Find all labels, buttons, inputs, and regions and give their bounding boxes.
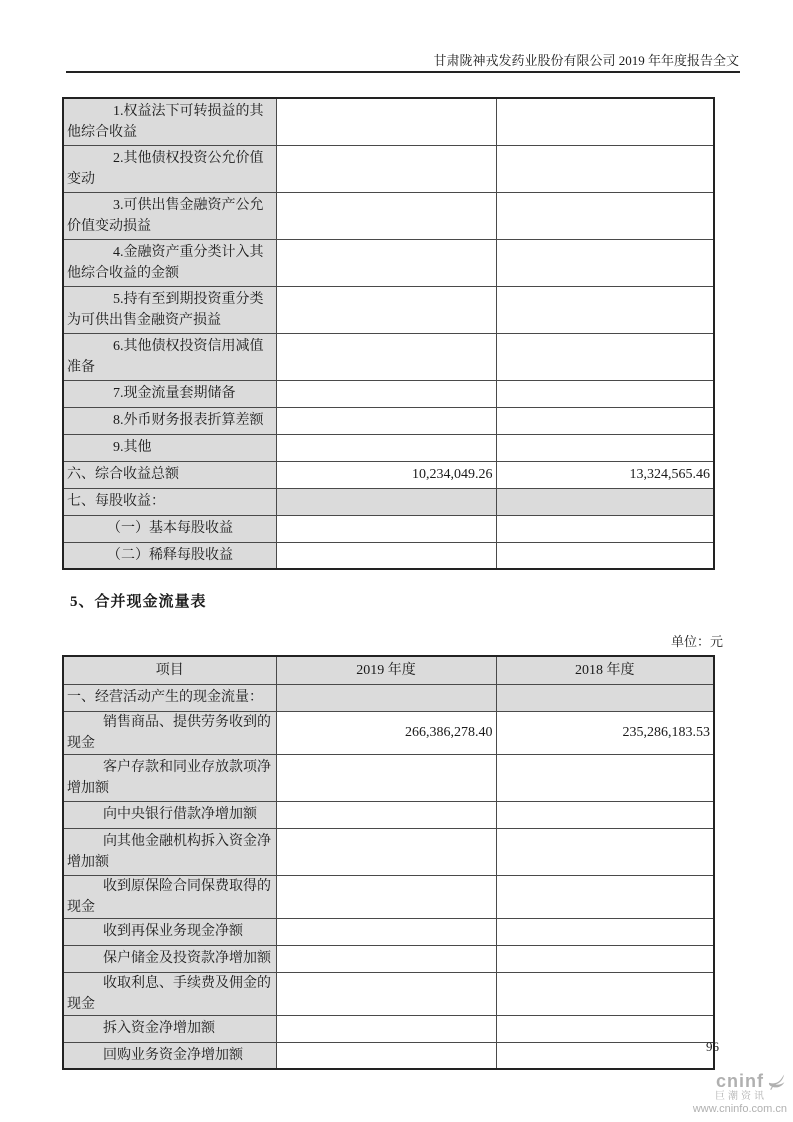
value-2019 <box>276 1042 496 1069</box>
table-header-row <box>63 656 714 684</box>
row-label: 收取利息、手续费及佣金的现金 <box>63 972 276 1015</box>
cninfo-logo <box>693 1070 787 1115</box>
table-row-eps-section <box>63 488 714 515</box>
row-label: 拆入资金净增加额 <box>63 1015 276 1042</box>
row-label: （一）基本每股收益 <box>63 515 276 542</box>
row-label: 3.可供出售金融资产公允价值变动损益 <box>63 192 276 239</box>
value-2018 <box>496 1042 714 1069</box>
value-2019 <box>276 434 496 461</box>
row-label: 销售商品、提供劳务收到的现金 <box>63 711 276 754</box>
value-2019 <box>276 875 496 918</box>
table-row-operating-activities <box>63 684 714 711</box>
row-label: 9.其他 <box>63 434 276 461</box>
value-2018 <box>496 488 714 515</box>
table-row <box>63 972 714 1015</box>
table-row <box>63 98 714 145</box>
table-row <box>63 1015 714 1042</box>
value-2019: 10,234,049.26 <box>276 461 496 488</box>
value-2018 <box>496 972 714 1015</box>
section-title-cash-flow-statement: 5、合并现金流量表 <box>70 594 207 610</box>
value-2018 <box>496 239 714 286</box>
table-row <box>63 239 714 286</box>
value-2018 <box>496 828 714 875</box>
value-2019 <box>276 407 496 434</box>
table-row <box>63 407 714 434</box>
table-row <box>63 945 714 972</box>
page-number: 96 <box>706 1039 719 1054</box>
row-label: 8.外币财务报表折算差额 <box>63 407 276 434</box>
value-2019: 266,386,278.40 <box>276 711 496 754</box>
value-2019 <box>276 828 496 875</box>
row-label: 七、每股收益： <box>63 488 276 515</box>
value-2018: 13,324,565.46 <box>496 461 714 488</box>
value-2019 <box>276 1015 496 1042</box>
value-2018 <box>496 1015 714 1042</box>
row-label: （二）稀释每股收益 <box>63 542 276 569</box>
table-row <box>63 1042 714 1069</box>
value-2018 <box>496 286 714 333</box>
value-2019 <box>276 145 496 192</box>
row-label: 7.现金流量套期储备 <box>63 380 276 407</box>
value-2019 <box>276 918 496 945</box>
table-row <box>63 333 714 380</box>
table-row <box>63 801 714 828</box>
column-header-2019: 2019 年度 <box>276 656 496 684</box>
row-label: 向中央银行借款净增加额 <box>63 801 276 828</box>
value-2019 <box>276 515 496 542</box>
header-divider <box>66 71 740 73</box>
row-label: 向其他金融机构拆入资金净增加额 <box>63 828 276 875</box>
table-row <box>63 192 714 239</box>
row-label: 收到原保险合同保费取得的现金 <box>63 875 276 918</box>
value-2018 <box>496 684 714 711</box>
value-2018 <box>496 754 714 801</box>
table-row <box>63 918 714 945</box>
value-2019 <box>276 239 496 286</box>
value-2018 <box>496 945 714 972</box>
value-2019 <box>276 801 496 828</box>
value-2019 <box>276 488 496 515</box>
table-row <box>63 145 714 192</box>
row-label: 4.金融资产重分类计入其他综合收益的金额 <box>63 239 276 286</box>
cninfo-brand-text: cninf <box>716 1070 764 1091</box>
row-label: 保户储金及投资款净增加额 <box>63 945 276 972</box>
table-row <box>63 828 714 875</box>
table-row <box>63 380 714 407</box>
value-2018 <box>496 192 714 239</box>
value-2019 <box>276 945 496 972</box>
value-2018: 235,286,183.53 <box>496 711 714 754</box>
value-2019 <box>276 542 496 569</box>
value-2018 <box>496 801 714 828</box>
comprehensive-income-table <box>62 97 715 570</box>
table-row <box>63 286 714 333</box>
cninfo-chinese-name: 巨潮资讯 <box>715 1091 767 1102</box>
table-row <box>63 754 714 801</box>
table-row <box>63 542 714 569</box>
value-2018 <box>496 875 714 918</box>
row-label: 客户存款和同业存放款项净增加额 <box>63 754 276 801</box>
value-2019 <box>276 98 496 145</box>
row-label: 一、经营活动产生的现金流量： <box>63 684 276 711</box>
page-header-title: 甘肃陇神戎发药业股份有限公司 2019 年年度报告全文 <box>433 53 739 68</box>
unit-label: 单位：元 <box>670 634 723 649</box>
value-2018 <box>496 333 714 380</box>
cninfo-url: www.cninfo.com.cn <box>692 1103 787 1115</box>
value-2019 <box>276 380 496 407</box>
row-label: 回购业务资金净增加额 <box>63 1042 276 1069</box>
row-label: 5.持有至到期投资重分类为可供出售金融资产损益 <box>63 286 276 333</box>
value-2019 <box>276 972 496 1015</box>
row-label: 1.权益法下可转损益的其他综合收益 <box>63 98 276 145</box>
value-2018 <box>496 918 714 945</box>
value-2018 <box>496 434 714 461</box>
cninfo-brand-row <box>693 1070 787 1091</box>
row-label: 6.其他债权投资信用减值准备 <box>63 333 276 380</box>
value-2019 <box>276 754 496 801</box>
table-row <box>63 875 714 918</box>
table-row <box>63 434 714 461</box>
value-2018 <box>496 145 714 192</box>
value-2019 <box>276 286 496 333</box>
value-2019 <box>276 684 496 711</box>
row-label: 收到再保业务现金净额 <box>63 918 276 945</box>
value-2018 <box>496 407 714 434</box>
cninfo-swirl-icon <box>766 1070 787 1091</box>
table-row-total-comprehensive-income <box>63 461 714 488</box>
table-row <box>63 515 714 542</box>
row-label: 2.其他债权投资公允价值变动 <box>63 145 276 192</box>
table-row-sales-cash-received <box>63 711 714 754</box>
cash-flow-table <box>62 655 715 1070</box>
value-2018 <box>496 98 714 145</box>
row-label: 六、综合收益总额 <box>63 461 276 488</box>
column-header-2018: 2018 年度 <box>496 656 714 684</box>
column-header-item: 项目 <box>63 656 276 684</box>
value-2018 <box>496 515 714 542</box>
value-2019 <box>276 333 496 380</box>
value-2018 <box>496 380 714 407</box>
value-2018 <box>496 542 714 569</box>
value-2019 <box>276 192 496 239</box>
